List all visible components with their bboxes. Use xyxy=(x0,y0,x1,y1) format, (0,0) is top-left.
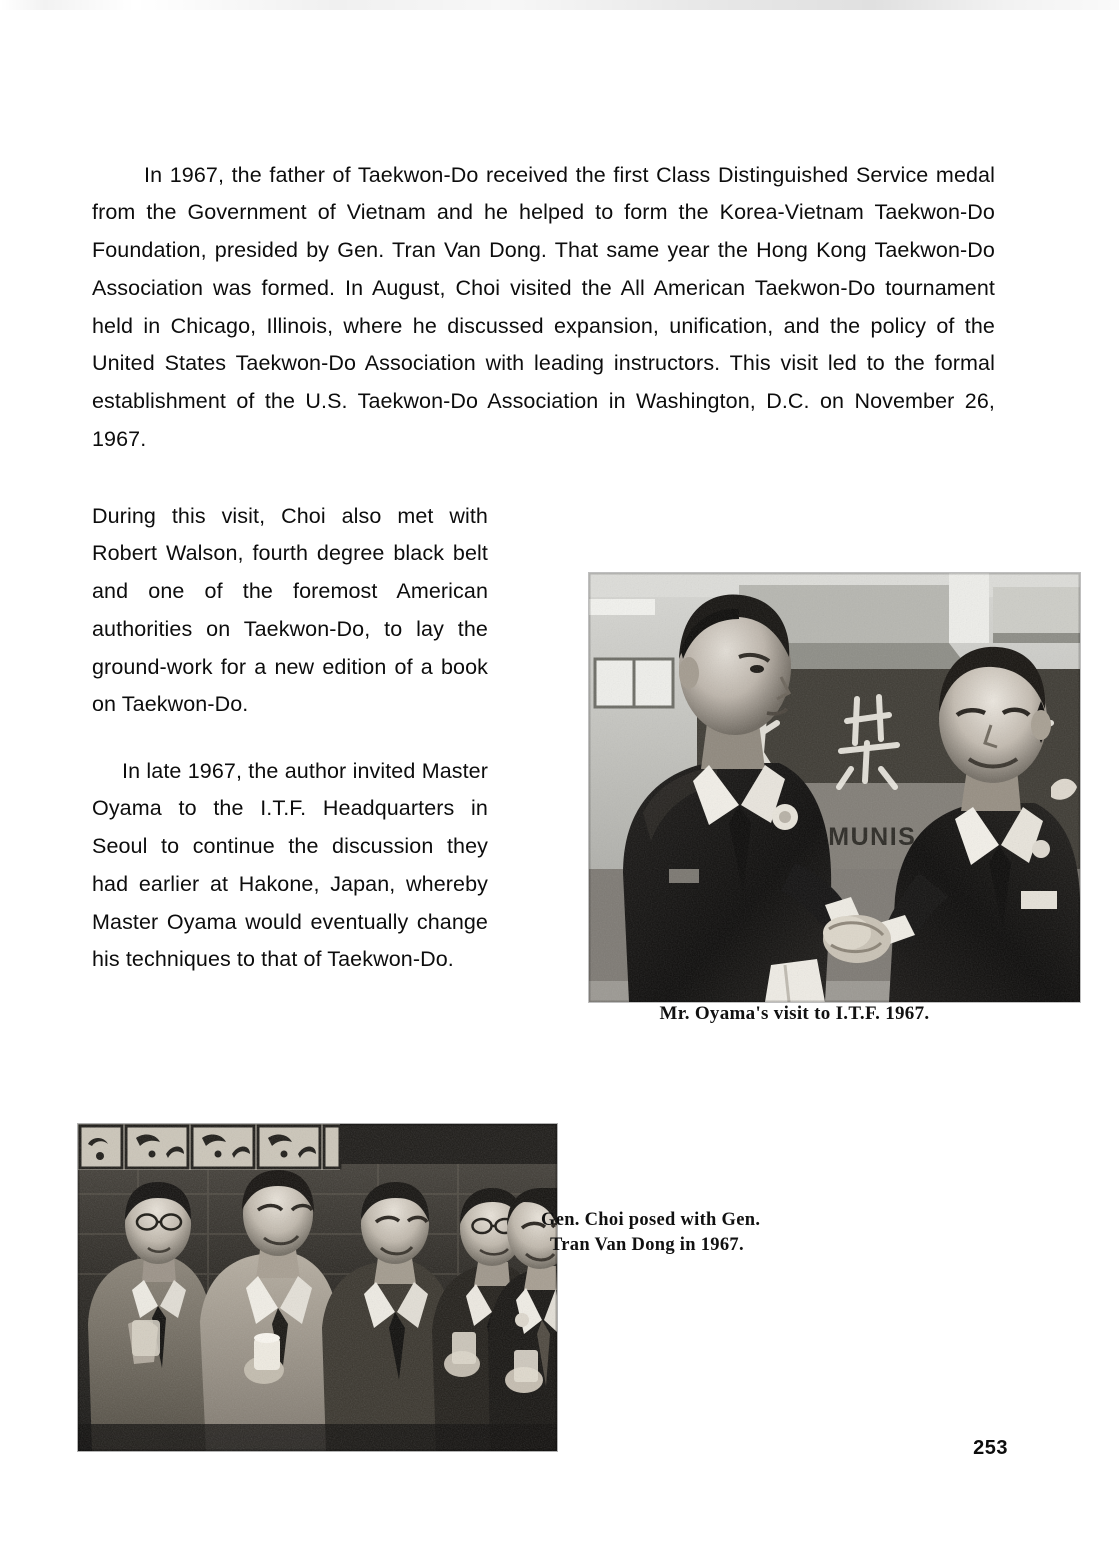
body-paragraph-3: In late 1967, the author invited Master Oyama to the I.T.F. Headquarters in Seoul to continue the discussion they had earlier at Hakone, Japan, whereby Master Oyama would eventually change his techniques to that of Taekwon-Do. xyxy=(92,758,488,972)
photo-oyama-visit xyxy=(589,573,1080,1002)
caption-photo-oyama: Mr. Oyama's visit to I.T.F. 1967. xyxy=(659,1003,930,1024)
body-paragraph-1: In 1967, the father of Taekwon-Do received the first Class Distinguished Service medal from the Government of Vietnam and he helped to form the Korea-Vietnam Taekwon-Do Foundation, presided by Gen. Tran Van Dong. That same year the Hong Kong Taekwon-Do Association was formed. In August, Choi visited the All American Taekwon-Do tournament held in Chicago, Illinois, where he discussed expansion, unification, and the policy of the United States Taekwon-Do Association with leading instructors. This visit led to the formal establishment of the U.S. Taekwon-Do Association in Washington, D.C. on November 26, 1967. xyxy=(92,162,995,452)
photo-group-image xyxy=(78,1124,557,1451)
scan-artifact-band xyxy=(0,0,1119,10)
photo-oyama-image xyxy=(589,573,1080,1002)
photo-group-portrait xyxy=(78,1124,557,1451)
caption-photo-group xyxy=(541,1208,841,1258)
page-number: 253 xyxy=(973,1437,1008,1459)
caption-group-line-1: Gen. Choi posed with Gen. xyxy=(541,1210,761,1230)
body-paragraph-2: During this visit, Choi also met with Robert Walson, fourth degree black belt and one of the foremost American authorities on Taekwon-Do, to lay the ground-work for a new edition of a book on Taekwon-Do. xyxy=(92,503,488,717)
caption-group-line-2: Tran Van Dong in 1967. xyxy=(550,1235,744,1255)
